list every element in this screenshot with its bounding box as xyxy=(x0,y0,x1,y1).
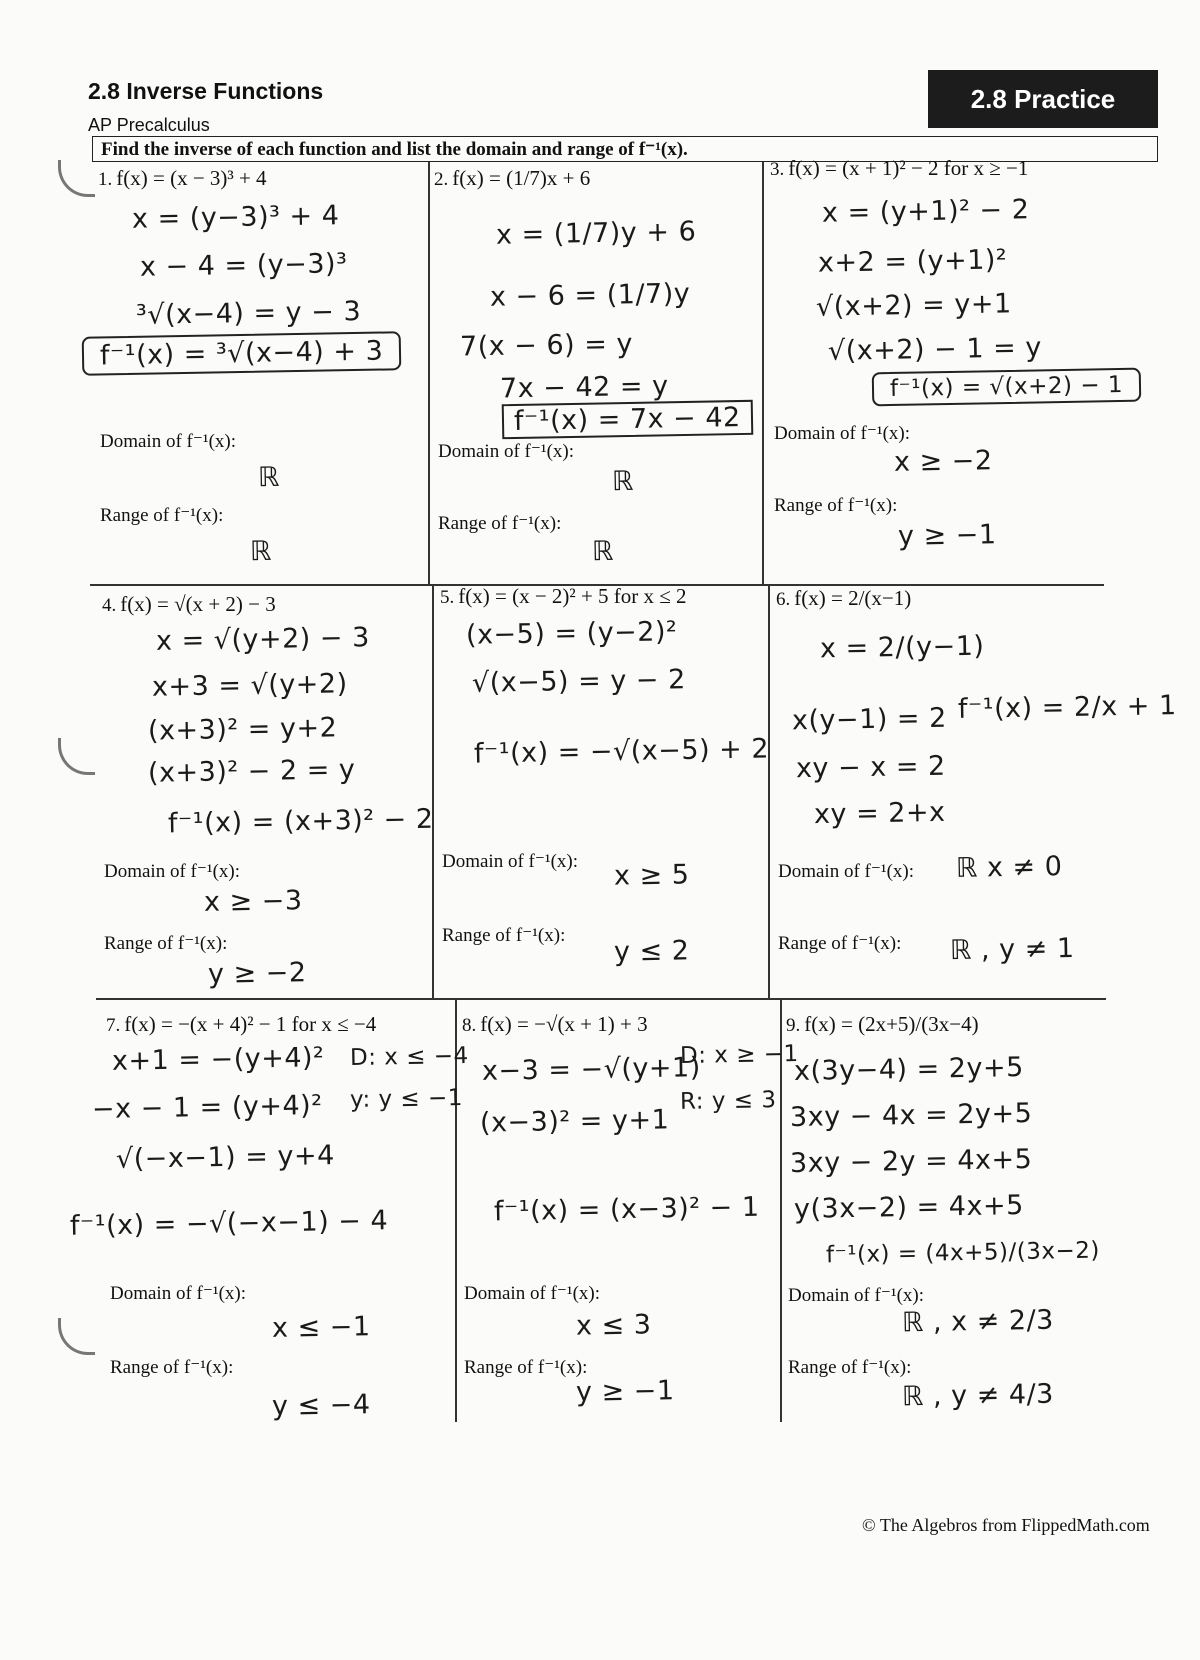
handwritten-step: (x+3)² = y+2 xyxy=(147,712,338,747)
range-answer: ℝ xyxy=(249,535,273,568)
range-label: Range of f⁻¹(x): xyxy=(788,1357,912,1378)
grid-line xyxy=(762,162,764,586)
problem-3 xyxy=(770,156,1028,181)
binder-hole-mark xyxy=(58,1318,95,1355)
handwritten-step: y(3x−2) = 4x+5 xyxy=(793,1189,1025,1226)
grid-line xyxy=(768,586,770,998)
handwritten-step: x = √(y+2) − 3 xyxy=(155,622,371,657)
inverse-answer: f⁻¹(x) = −√(x−5) + 2 xyxy=(473,733,770,770)
problem-6 xyxy=(776,586,911,611)
handwritten-step: (x+3)² − 2 = y xyxy=(147,754,356,789)
range-label: Range of f⁻¹(x): xyxy=(442,925,566,946)
range-label: Range of f⁻¹(x): xyxy=(464,1357,588,1378)
domain-label: Domain of f⁻¹(x): xyxy=(464,1283,601,1304)
binder-hole-mark xyxy=(58,160,95,197)
domain-answer: ℝ x ≠ 0 xyxy=(955,851,1063,884)
handwritten-step: √(x+2) − 1 = y xyxy=(827,332,1043,367)
boxed-answer: f⁻¹(x) = 7x − 42 xyxy=(502,400,753,439)
problem-number: 2. xyxy=(434,169,449,190)
domain-label: Domain of f⁻¹(x): xyxy=(110,1283,247,1304)
copyright-footer: © The Algebros from FlippedMath.com xyxy=(862,1515,1150,1535)
grid-line xyxy=(432,586,434,998)
problem-function: f(x) = (x − 2)² + 5 for x ≤ 2 xyxy=(458,584,687,608)
handwritten-step: √(x−5) = y − 2 xyxy=(471,664,687,699)
handwritten-step: xy − x = 2 xyxy=(795,750,946,785)
range-label: Range of f⁻¹(x): xyxy=(438,513,562,534)
side-note: D: x ≤ −4 xyxy=(349,1042,469,1072)
problem-7 xyxy=(106,1012,376,1037)
handwritten-step: x = 2/(y−1) xyxy=(819,630,985,665)
problem-number: 9. xyxy=(786,1015,801,1036)
grid-line xyxy=(428,162,430,586)
range-answer: y ≥ −2 xyxy=(207,957,307,990)
inverse-answer: f⁻¹(x) = (4x+5)/(3x−2) xyxy=(825,1237,1101,1269)
range-answer: y ≤ 2 xyxy=(613,935,690,968)
problem-function: f(x) = √(x + 2) − 3 xyxy=(120,592,276,616)
handwritten-step: √(−x−1) = y+4 xyxy=(115,1140,336,1175)
domain-answer: ℝ , x ≠ 2/3 xyxy=(901,1304,1055,1339)
domain-answer: ℝ xyxy=(611,465,635,498)
handwritten-step: x−3 = −√(y+1) xyxy=(481,1052,702,1087)
domain-label: Domain of f⁻¹(x): xyxy=(778,861,915,882)
handwritten-step: x = (y+1)² − 2 xyxy=(821,194,1030,229)
binder-hole-mark xyxy=(58,738,95,775)
problem-function: f(x) = (2x+5)/(3x−4) xyxy=(804,1012,979,1036)
problem-1 xyxy=(98,166,267,191)
problem-function: f(x) = (x + 1)² − 2 for x ≥ −1 xyxy=(788,156,1029,180)
handwritten-step: x = (1/7)y + 6 xyxy=(495,216,697,251)
problem-number: 4. xyxy=(102,595,117,616)
boxed-answer: f⁻¹(x) = √(x+2) − 1 xyxy=(872,368,1142,407)
handwritten-step: √(x+2) = y+1 xyxy=(815,288,1012,323)
range-label: Range of f⁻¹(x): xyxy=(778,933,902,954)
domain-label: Domain of f⁻¹(x): xyxy=(104,861,241,882)
side-note: D: x ≥ −1 xyxy=(679,1040,799,1070)
inverse-answer: f⁻¹(x) = (x−3)² − 1 xyxy=(493,1191,760,1228)
problem-function: f(x) = (x − 3)³ + 4 xyxy=(116,166,267,190)
problem-function: f(x) = −√(x + 1) + 3 xyxy=(480,1012,648,1036)
problem-5 xyxy=(440,584,687,609)
page-title: 2.8 Inverse Functions xyxy=(88,78,324,104)
problem-function: f(x) = (1/7)x + 6 xyxy=(452,166,591,190)
inverse-answer: f⁻¹(x) = 2/x + 1 xyxy=(957,690,1177,725)
handwritten-step: x = (y−3)³ + 4 xyxy=(131,200,340,235)
range-answer: y ≤ −4 xyxy=(271,1389,371,1422)
practice-badge: 2.8 Practice xyxy=(928,70,1158,128)
problem-number: 8. xyxy=(462,1015,477,1036)
handwritten-step: ³√(x−4) = y − 3 xyxy=(135,296,362,331)
problem-number: 6. xyxy=(776,589,791,610)
side-note: R: y ≤ 3 xyxy=(679,1087,777,1115)
handwritten-step: x(y−1) = 2 xyxy=(791,702,948,737)
problem-9 xyxy=(786,1012,979,1037)
domain-label: Domain of f⁻¹(x): xyxy=(438,441,575,462)
range-answer: y ≥ −1 xyxy=(575,1375,675,1408)
problem-number: 7. xyxy=(106,1015,121,1036)
handwritten-step: 3xy − 4x = 2y+5 xyxy=(789,1097,1033,1134)
domain-label: Domain of f⁻¹(x): xyxy=(788,1285,925,1306)
problem-number: 5. xyxy=(440,587,455,608)
range-answer: ℝ , y ≠ 1 xyxy=(949,932,1075,967)
handwritten-step: xy = 2+x xyxy=(813,796,946,831)
handwritten-step: 7x − 42 = y xyxy=(499,370,669,405)
domain-label: Domain of f⁻¹(x): xyxy=(100,431,237,452)
instructions: Find the inverse of each function and list the domain and range of f⁻¹(x). xyxy=(92,136,1158,162)
course-name: AP Precalculus xyxy=(88,115,210,135)
handwritten-step: 7(x − 6) = y xyxy=(459,328,634,363)
inverse-answer: f⁻¹(x) = −√(−x−1) − 4 xyxy=(69,1205,389,1242)
range-label: Range of f⁻¹(x): xyxy=(104,933,228,954)
range-answer: ℝ xyxy=(591,535,615,568)
range-answer: y ≥ −1 xyxy=(897,519,997,552)
domain-answer: ℝ xyxy=(257,461,281,494)
boxed-answer: f⁻¹(x) = ³√(x−4) + 3 xyxy=(82,331,402,376)
domain-answer: x ≤ 3 xyxy=(575,1309,652,1342)
handwritten-step: x − 4 = (y−3)³ xyxy=(139,248,348,283)
domain-answer: x ≥ −3 xyxy=(203,885,303,918)
problem-function: f(x) = 2/(x−1) xyxy=(794,586,912,610)
handwritten-step: x(3y−4) = 2y+5 xyxy=(793,1051,1025,1088)
handwritten-step: x+3 = √(y+2) xyxy=(151,668,348,703)
handwritten-step: x − 6 = (1/7)y xyxy=(489,278,691,313)
inverse-answer: f⁻¹(x) = (x+3)² − 2 xyxy=(167,803,434,840)
grid-line xyxy=(96,998,1106,1000)
problem-4 xyxy=(102,592,276,617)
handwritten-step: x+1 = −(y+4)² xyxy=(111,1042,325,1077)
handwritten-step: 3xy − 2y = 4x+5 xyxy=(789,1143,1033,1180)
side-note: y: y ≤ −1 xyxy=(349,1085,464,1113)
handwritten-step: (x−5) = (y−2)² xyxy=(465,616,678,651)
handwritten-step: x+2 = (y+1)² xyxy=(817,244,1008,279)
range-label: Range of f⁻¹(x): xyxy=(110,1357,234,1378)
domain-label: Domain of f⁻¹(x): xyxy=(774,423,911,444)
domain-answer: x ≥ 5 xyxy=(613,859,690,892)
domain-answer: x ≥ −2 xyxy=(893,445,993,478)
problem-number: 1. xyxy=(98,169,113,190)
handwritten-step: (x−3)² = y+1 xyxy=(479,1104,670,1139)
domain-label: Domain of f⁻¹(x): xyxy=(442,851,579,872)
range-label: Range of f⁻¹(x): xyxy=(774,495,898,516)
problem-number: 3. xyxy=(770,159,785,180)
range-answer: ℝ , y ≠ 4/3 xyxy=(901,1378,1055,1413)
domain-answer: x ≤ −1 xyxy=(271,1311,371,1344)
handwritten-step: −x − 1 = (y+4)² xyxy=(91,1089,323,1126)
range-label: Range of f⁻¹(x): xyxy=(100,505,224,526)
problem-2 xyxy=(434,166,590,191)
problem-function: f(x) = −(x + 4)² − 1 for x ≤ −4 xyxy=(124,1012,377,1036)
problem-8 xyxy=(462,1012,648,1037)
